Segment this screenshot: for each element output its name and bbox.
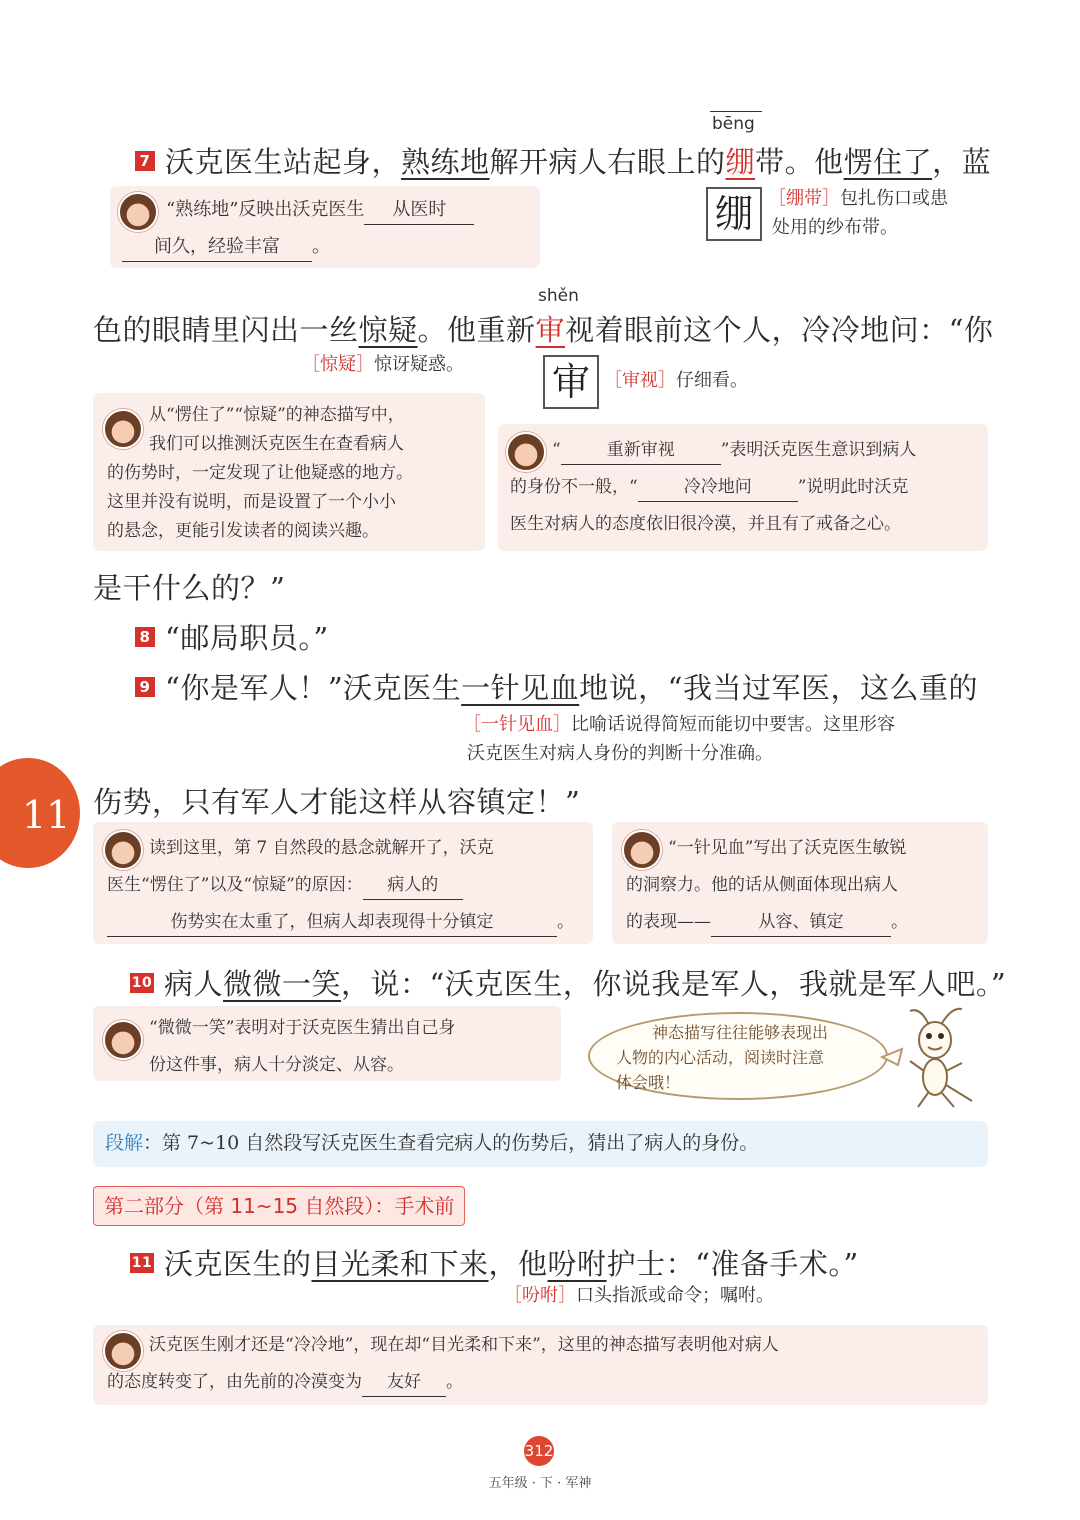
paragraph-number: 7 xyxy=(135,151,155,171)
annotation-note: 读到这里，第 7 自然段的悬念就解开了，沃克 医生“愣住了”以及“惊疑”的原因： 病人的 伤势实在太重了，但病人却表现得十分镇定 。 xyxy=(93,822,593,944)
chapter-number: 11 xyxy=(22,793,71,837)
teacher-avatar-icon xyxy=(118,192,158,232)
annotation-note: “ 重新审视 ”表明沃克医生意识到病人 的身份不一般，“ 冷冷地问 ”说明此时沃克 医生对病人的态度依旧很冷漠，并且有了戒备之心。 xyxy=(498,424,988,551)
paragraph-number: 8 xyxy=(135,627,155,647)
annotation-note: 沃克医生刚才还是“冷冷地”，现在却“目光柔和下来”，这里的神态描写表明他对病人 的态度转变了，由先前的冷漠变为 友好 。 xyxy=(93,1325,988,1405)
paragraph-7-line-3: 是干什么的？” xyxy=(93,571,286,605)
paragraph-10: 10 病人微微一笑，说：“沃克医生，你说我是军人，我就是军人吧。” xyxy=(131,967,1007,1001)
teacher-avatar-icon xyxy=(103,409,143,449)
teacher-avatar-icon xyxy=(103,830,143,870)
paragraph-7-line-1: 7 沃克医生站起身，熟练地解开病人右眼上的绷带。他愣住了，蓝 xyxy=(135,140,991,181)
character-card-beng: 绷 xyxy=(706,187,762,241)
teacher-avatar-icon xyxy=(103,1331,143,1371)
paragraph-7-line-2: 色的眼睛里闪出一丝惊疑。他重新审视着眼前这个人，冷冷地问：“你 xyxy=(93,313,994,347)
cricket-mascot-icon xyxy=(880,1005,990,1110)
teacher-avatar-icon xyxy=(103,1020,143,1060)
character-card-shen: 审 xyxy=(543,355,599,409)
gloss-bengdai: ［绷带］包扎伤口或患 处用的纱布带。 xyxy=(768,188,948,238)
paragraph-8: 8 “邮局职员。” xyxy=(135,616,329,657)
annotation-note: “一针见血”写出了沃克医生敏锐 的洞察力。他的话从侧面体现出病人 的表现—— 从容、镇定 。 xyxy=(612,822,988,944)
summary-text: ：第 7~10 自然段写沃克医生查看完病人的伤势后，猜出了病人的身份。 xyxy=(143,1132,759,1154)
gloss-shenshi: ［审视］仔细看。 xyxy=(604,370,748,391)
page-number: 312 xyxy=(524,1436,554,1466)
teacher-avatar-icon xyxy=(622,830,662,870)
paragraph-9-line-1: 9 “你是军人！”沃克医生一针见血地说，“我当过军医，这么重的 xyxy=(135,666,978,707)
teacher-avatar-icon xyxy=(506,432,546,472)
paragraph-number: 11 xyxy=(131,1255,153,1271)
summary-label: 段解 xyxy=(105,1132,144,1154)
paragraph-number: 9 xyxy=(135,677,155,697)
paragraph-number: 10 xyxy=(131,975,153,991)
gloss-fenfu: ［吩咐］口头指派或命令；嘱咐。 xyxy=(504,1285,774,1306)
annotation-note: “微微一笑”表明对于沃克医生猜出自己身 份这件事，病人十分淡定、从容。 xyxy=(93,1006,561,1081)
tip-speech-bubble: 神态描写往往能够表现出 人物的内心活动，阅读时注意 体会哦！ xyxy=(588,1012,888,1100)
gloss-yizhenjianxue: ［一针见血］比喻话说得简短而能切中要害。这里形容 沃克医生对病人身份的判断十分准确。 xyxy=(463,714,895,764)
paragraph-11: 11 沃克医生的目光柔和下来，他吩咐护士：“准备手术。” xyxy=(131,1247,859,1281)
paragraph-summary-banner xyxy=(93,1121,988,1167)
pinyin-shen: shěn xyxy=(538,286,579,306)
gloss-jingyi: ［惊疑］惊讶疑惑。 xyxy=(302,354,464,375)
pinyin-beng: bēng xyxy=(712,114,755,134)
pinyin-line xyxy=(710,111,762,112)
annotation-note: “熟练地”反映出沃克医生 从医时 间久，经验丰富 。 xyxy=(110,186,540,268)
footer-caption: 五年级 · 下 · 军神 xyxy=(488,1476,592,1491)
annotation-note: 从“愣住了”“惊疑”的神态描写中， 我们可以推测沃克医生在查看病人 的伤势时，一定发现了让他疑惑的地方。 这里并没有说明，而是设置了一个小小 的悬念，更能引发读者的阅读兴趣。 xyxy=(93,393,485,551)
section-heading: 第二部分（第 11~15 自然段）：手术前 xyxy=(93,1186,465,1226)
paragraph-9-line-2: 伤势，只有军人才能这样从容镇定！” xyxy=(93,785,581,819)
